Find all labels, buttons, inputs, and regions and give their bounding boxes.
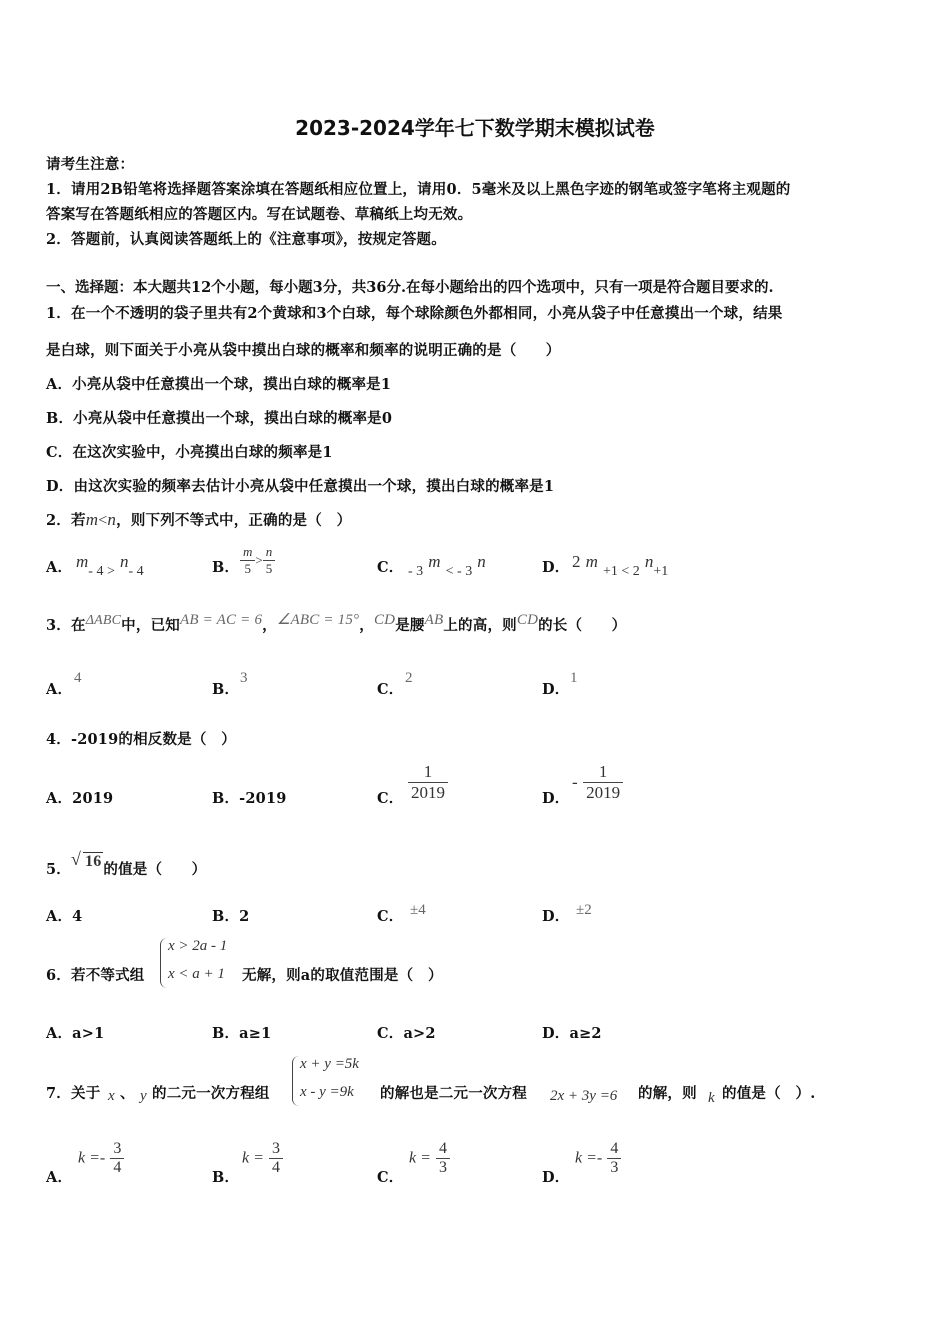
q5-radicand: 16 <box>85 853 102 870</box>
q2-a-n: n <box>119 552 129 571</box>
q7-text-3: 的解，则 <box>638 1085 697 1102</box>
q2-option-a-label: A． <box>46 559 73 576</box>
q3-option-b: 3 <box>240 670 248 686</box>
q3-option-c-label: C． <box>377 681 404 698</box>
q2-var-n: n <box>107 510 117 529</box>
q3-equation-1: AB = AC = 6 <box>179 612 263 628</box>
q7-b-prefix: k = <box>242 1149 264 1167</box>
q3-text-1: 中，已知 <box>121 617 180 634</box>
q7-a-numerator: 3 <box>110 1140 124 1159</box>
q7-a-denominator: 4 <box>113 1159 122 1176</box>
q3-text-4: 的长（ ） <box>538 617 627 634</box>
q6-system-line-1: x > 2a - 1 <box>168 938 228 954</box>
q5-option-a: A．4 <box>46 908 83 925</box>
q3-cd-1: CD <box>373 612 396 628</box>
q3-triangle: ΔABC <box>85 613 122 628</box>
q2-stem-suffix: ，则下列不等式中，正确的是（ ） <box>116 512 352 529</box>
notice-line-1: 1．请用2B铅笔将选择题答案涂填在答题纸相应位置上，请用0．5毫米及以上黑色字迹的钢笔或签字笔将主观题的 <box>46 181 791 198</box>
q4-option-c <box>408 762 448 803</box>
q2-b-gt: > <box>255 552 263 568</box>
q3-option-d-label: D． <box>542 681 570 698</box>
q2-b-den-5b: 5 <box>265 561 273 576</box>
q1-stem-line-1: 1．在一个不透明的袋子里共有2个黄球和3个白球，每个球除颜色外都相同，小亮从袋子中任意摸出一个球，结果 <box>46 305 783 322</box>
q5-option-b: B．2 <box>212 908 250 925</box>
q7-var-x: x <box>108 1088 115 1104</box>
q7-text-4: 的值是（ ）. <box>722 1085 816 1102</box>
q2-var-m: m <box>85 510 99 529</box>
q2-b-num-n: n <box>263 544 276 561</box>
q7-a-prefix: k =- <box>78 1149 106 1167</box>
q3-option-a-label: A． <box>46 681 73 698</box>
q2-d-n: n <box>644 552 654 571</box>
q6-option-c: C．a>2 <box>377 1025 436 1042</box>
q2-a-part1: - 4 > <box>88 564 115 579</box>
q3-option-c: 2 <box>405 670 413 686</box>
q6-system-line-2: x < a + 1 <box>168 966 225 982</box>
q5-option-c: ±4 <box>410 902 426 918</box>
q2-d-two: 2 <box>572 552 581 571</box>
q1-option-d: D．由这次实验的频率去估计小亮从袋中任意摸出一个球，摸出白球的概率是1 <box>46 478 555 495</box>
q2-b-den-5a: 5 <box>244 561 251 576</box>
q7-option-c-label: C． <box>377 1169 404 1186</box>
q7-c-prefix: k = <box>409 1149 431 1167</box>
q6-option-b: B．a≥1 <box>212 1025 272 1042</box>
q1-option-b: B．小亮从袋中任意摸出一个球，摸出白球的概率是0 <box>46 410 393 427</box>
q3-ab: AB <box>424 612 444 628</box>
q7-d-prefix: k =- <box>575 1149 603 1167</box>
q7-system-line-2: x - y =9k <box>300 1084 354 1100</box>
q4-stem: 4．-2019的相反数是（ ） <box>46 731 236 748</box>
q7-b-numerator: 3 <box>269 1140 283 1159</box>
q2-c-m: m <box>428 552 441 571</box>
q2-a-part2: - 4 <box>128 564 144 579</box>
q5-prefix: 5． <box>46 861 71 878</box>
q6-option-d: D．a≥2 <box>542 1025 602 1042</box>
notice-line-3: 2．答题前，认真阅读答题纸上的《注意事项》，按规定答题。 <box>46 231 446 248</box>
q3-option-b-label: B． <box>212 681 240 698</box>
notice-line-2: 答案写在答题纸相应的答题区内。写在试题卷、草稿纸上均无效。 <box>46 206 473 223</box>
q2-option-c <box>408 552 486 579</box>
q2-d-part2: +1 <box>653 564 669 579</box>
q7-option-d-label: D． <box>542 1169 570 1186</box>
page-title: 2023-2024学年七下数学期末模拟试卷 <box>295 116 655 140</box>
q7-d-numerator: 4 <box>607 1140 621 1159</box>
q4-d-sign: - <box>572 772 578 792</box>
q7-text-1: 的二元一次方程组 <box>152 1085 270 1102</box>
q3-equation-2: ∠ABC = 15° <box>276 612 360 628</box>
q4-d-denominator: 2019 <box>586 783 621 802</box>
q3-cd-2: CD <box>516 612 539 628</box>
q4-c-denominator: 2019 <box>411 783 445 802</box>
q7-option-a <box>78 1140 124 1177</box>
q7-option-d <box>575 1140 621 1177</box>
section-heading: 一、选择题：本大题共12个小题，每小题3分，共36分.在每小题给出的四个选项中，只有一项是符合题目要求的. <box>46 279 774 296</box>
q2-option-b-label: B． <box>212 559 240 576</box>
q4-option-d <box>572 762 623 803</box>
q3-stem <box>46 614 626 635</box>
q4-option-c-label: C． <box>377 790 404 807</box>
q2-d-m: m <box>585 552 598 571</box>
q7-option-c <box>409 1140 450 1177</box>
radical-icon: √ <box>71 849 82 869</box>
q2-option-b <box>240 544 275 577</box>
q7-equation: 2x + 3y =6 <box>550 1088 618 1104</box>
q6-prefix: 6．若不等式组 <box>46 967 145 984</box>
q1-option-c: C．在这次实验中，小亮摸出白球的频率是1 <box>46 444 333 461</box>
q2-stem <box>46 509 351 530</box>
q7-b-denominator: 4 <box>272 1159 280 1176</box>
q3-option-a: 4 <box>74 670 82 686</box>
notice-heading: 请考生注意： <box>46 156 135 173</box>
q7-c-numerator: 4 <box>436 1140 450 1159</box>
q7-brace <box>292 1056 299 1106</box>
q7-c-denominator: 3 <box>439 1159 447 1176</box>
q5-option-c-label: C． <box>377 908 404 925</box>
q6-option-a: A．a>1 <box>46 1025 105 1042</box>
q3-option-d: 1 <box>570 670 578 686</box>
q2-option-d-label: D． <box>542 559 570 576</box>
q5-suffix: 的值是（ ） <box>103 861 207 878</box>
q3-sep-2: ， <box>359 617 374 634</box>
q2-a-m: m <box>76 552 89 571</box>
q7-prefix: 7．关于 <box>46 1085 101 1102</box>
q7-text-2: 的解也是二元一次方程 <box>380 1085 527 1102</box>
q1-stem-line-2: 是白球，则下面关于小亮从袋中摸出白球的概率和频率的说明正确的是（ ） <box>46 342 561 359</box>
q2-option-c-label: C． <box>377 559 404 576</box>
q7-d-denominator: 3 <box>610 1159 619 1176</box>
q5-option-d: ±2 <box>576 902 592 918</box>
q6-suffix: 无解，则a的取值范围是（ ） <box>242 967 443 984</box>
q2-d-part1: +1 < 2 <box>602 564 640 579</box>
q2-c-n: n <box>477 552 486 571</box>
q2-c-part2: < - 3 <box>445 564 473 579</box>
q2-option-a <box>76 552 144 579</box>
q7-option-b <box>242 1140 283 1177</box>
q2-b-num-m: m <box>240 544 255 561</box>
q3-text-2: 是腰 <box>395 617 425 634</box>
q3-prefix: 3．在 <box>46 617 86 634</box>
q4-c-numerator: 1 <box>408 762 448 783</box>
q5-option-d-label: D． <box>542 908 570 925</box>
q2-option-d <box>572 552 669 579</box>
q2-less-than: < <box>98 512 108 529</box>
q4-option-b: B．-2019 <box>212 790 287 807</box>
q6-brace <box>160 938 167 988</box>
q4-d-numerator: 1 <box>583 762 623 783</box>
q4-option-d-label: D． <box>542 790 570 807</box>
q7-comma: 、 <box>120 1085 135 1102</box>
q7-var-k: k <box>708 1090 715 1106</box>
q3-sep-1: ， <box>262 617 277 634</box>
q2-stem-prefix: 2．若 <box>46 512 86 529</box>
q4-option-a: A．2019 <box>46 790 114 807</box>
q5-sqrt <box>71 851 103 871</box>
q7-system-line-1: x + y =5k <box>300 1056 359 1072</box>
q1-option-a: A．小亮从袋中任意摸出一个球，摸出白球的概率是1 <box>46 376 392 393</box>
q7-option-b-label: B． <box>212 1169 240 1186</box>
q7-var-y: y <box>140 1088 147 1104</box>
q3-text-3: 上的高，则 <box>443 617 517 634</box>
q7-option-a-label: A． <box>46 1169 73 1186</box>
q2-c-part1: - 3 <box>408 564 424 579</box>
q5-stem <box>46 849 207 879</box>
